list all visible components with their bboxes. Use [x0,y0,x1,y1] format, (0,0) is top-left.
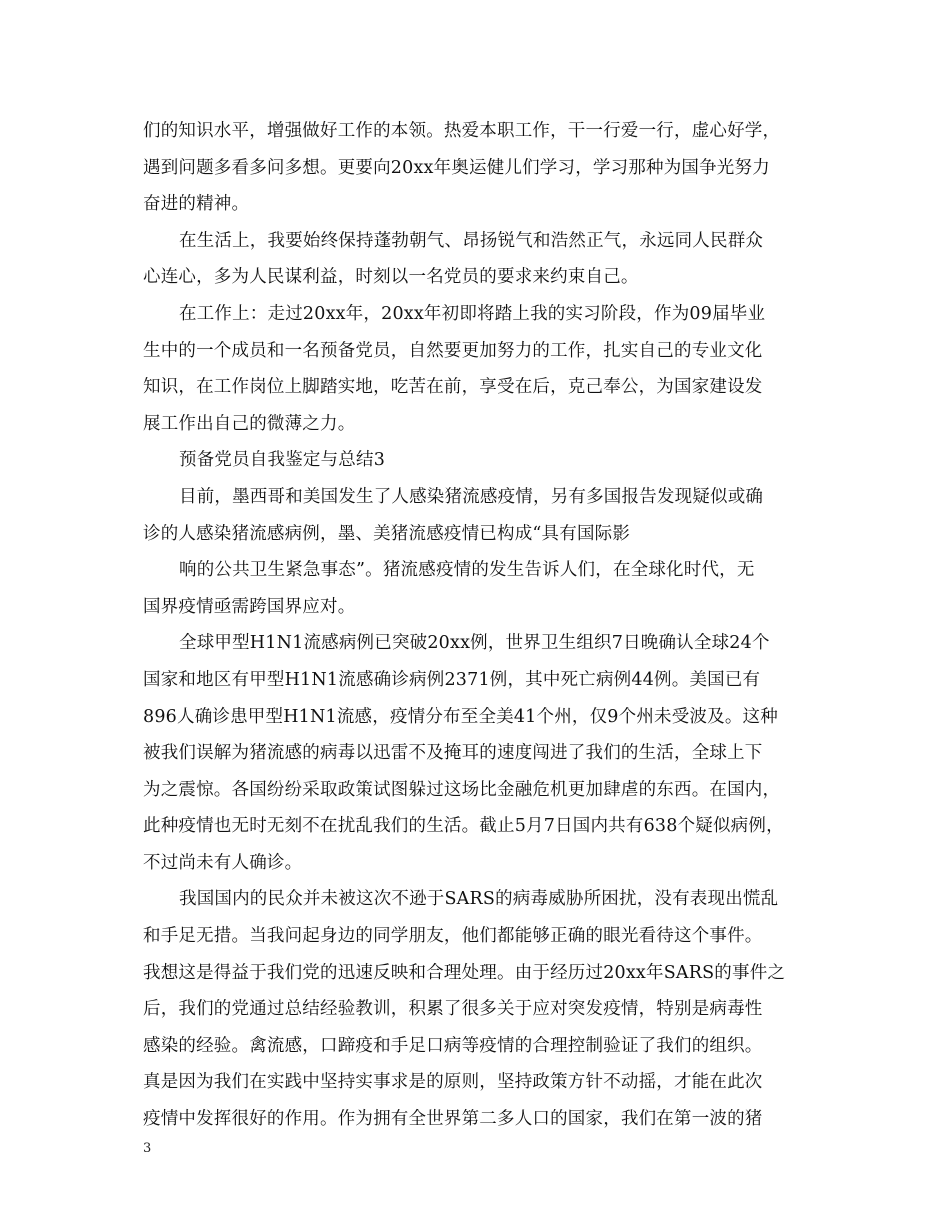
text-line: 此种疫情也无时无刻不在扰乱我们的生活。截止5月7日国内共有638个疑似病例， [143,816,784,837]
text-line: 后，我们的党通过总结经验教训，积累了很多关于应对突发疫情，特别是病毒性 [143,999,763,1020]
text-line: 在生活上，我要始终保持蓬勃朝气、昂扬锐气和浩然正气，永远同人民群众 [179,230,764,251]
text-line: 896人确诊患甲型H1N1流感，疫情分布至全美41个州，仅9个州未受波及。这种 [143,706,778,727]
text-line: 为之震惊。各国纷纷采取政策试图躲过这场比金融危机更加肆虐的东西。在国内， [143,779,781,800]
text-line: 和手足无措。当我问起身边的同学朋友，他们都能够正确的眼光看待这个事件。 [143,926,763,947]
text-line: 我国国内的民众并未被这次不逊于SARS的病毒威胁所困扰，没有表现出慌乱 [179,889,779,910]
text-line: 预备党员自我鉴定与总结3 [179,450,386,471]
text-line: 响的公共卫生紧急事态”。猪流感疫情的发生告诉人们，在全球化时代，无 [179,560,755,581]
text-line: 生中的一个成员和一名预备党员，自然要更加努力的工作，扎实自己的专业文化 [143,340,763,361]
text-line: 感染的经验。禽流感，口蹄疫和手足口病等疫情的合理控制验证了我们的组织。 [143,1035,763,1056]
text-line: 知识，在工作岗位上脚踏实地，吃苦在前，享受在后，克己奉公，为国家建设发 [143,377,763,398]
text-line: 遇到问题多看多问多想。更要向20xx年奥运健儿们学习，学习那种为国争光努力 [143,157,770,178]
text-line: 心连心，多为人民谋利益，时刻以一名党员的要求来约束自己。 [143,267,639,288]
text-line: 奋进的精神。 [143,194,250,215]
text-line: 全球甲型H1N1流感病例已突破20xx例，世界卫生组织7日晚确认全球24个 [179,633,770,654]
text-line: 疫情中发挥很好的作用。作为拥有全世界第二多人口的国家，我们在第一波的猪 [143,1109,763,1130]
text-line: 目前，墨西哥和美国发生了人感染猪流感疫情，另有多国报告发现疑似或确 [179,486,764,507]
text-line: 被我们误解为猪流感的病毒以迅雷不及掩耳的速度闯进了我们的生活，全球上下 [143,743,763,764]
text-line: 我想这是得益于我们党的迅速反映和合理处理。由于经历过20xx年SARS的事件之 [143,962,786,983]
text-line: 不过尚未有人确诊。 [143,852,303,873]
text-line: 诊的人感染猪流感病例，墨、美猪流感疫情已构成“具有国际影 [143,523,631,544]
text-line: 国界疫情亟需跨国界应对。 [143,596,356,617]
page-number: 3 [143,1141,152,1156]
text-line: 国家和地区有甲型H1N1流感确诊病例2371例，其中死亡病例44例。美国已有 [143,669,761,690]
text-line: 们的知识水平，增强做好工作的本领。热爱本职工作，干一行爱一行，虚心好学， [143,121,781,141]
text-line: 展工作出自己的微薄之力。 [143,413,356,434]
document-body [143,113,823,1138]
text-line: 真是因为我们在实践中坚持实事求是的原则，坚持政策方针不动摇，才能在此次 [143,1072,763,1093]
text-line: 在工作上：走过20xx年，20xx年初即将踏上我的实习阶段，作为09届毕业 [179,303,766,324]
